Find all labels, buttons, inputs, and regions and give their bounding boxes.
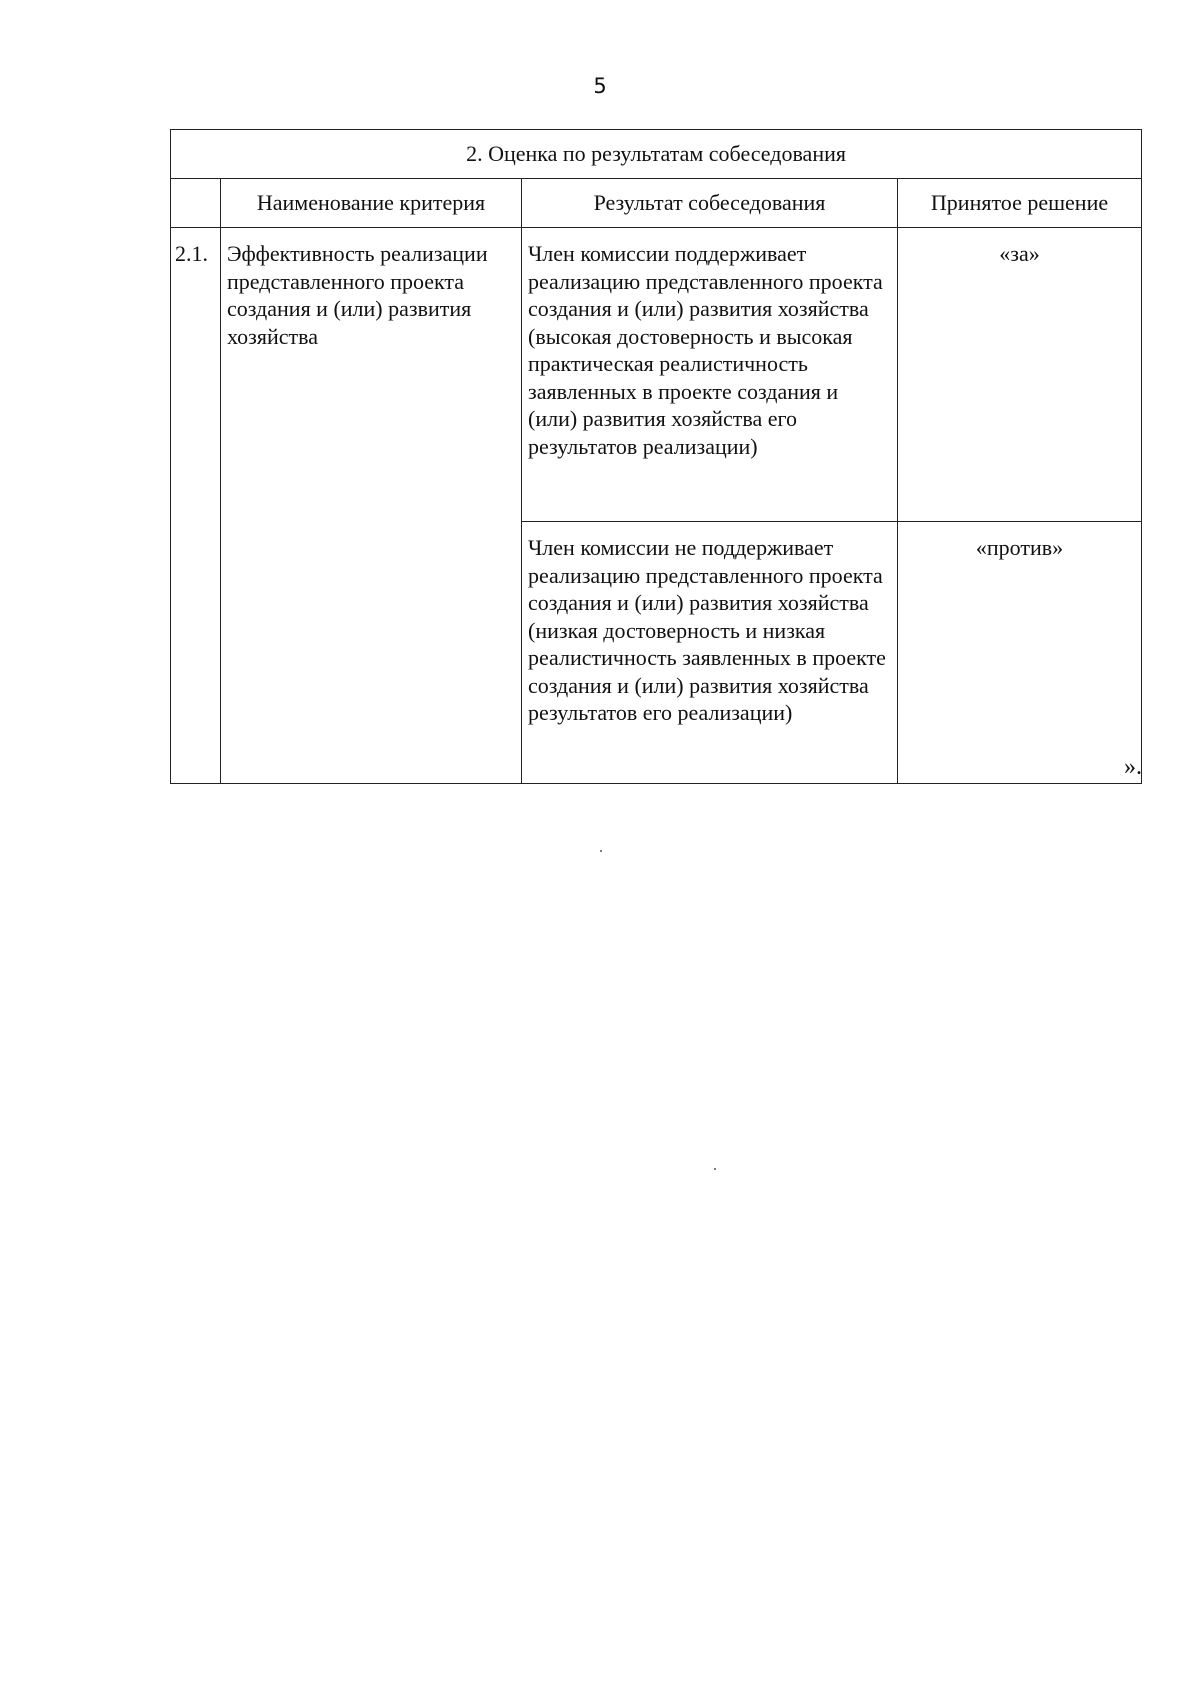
header-criterion: Наименование критерия [221,179,522,228]
decision-for: «за» [898,228,1142,522]
result-supported: Член комиссии поддерживает реализацию представленного проекта создания и (или) развития хозяйства (высокая достоверность и высокая практическая реалистичность заявленных в проекте создания и (или) развития хозяйства его результатов реализации) [522,228,898,522]
decision-against: «против» [898,522,1142,784]
result-not-supported: Член комиссии не поддерживает реализацию представленного проекта создания и (или) развития хозяйства (низкая достоверность и низкая реалистичность заявленных в проекте создания и (или) развития хозяйства результатов его реализации) [522,522,898,784]
row-number: 2.1. [171,228,221,784]
criterion-name: Эффективность реализации представленного проекта создания и (или) развития хозяйства [221,228,522,784]
section-title: 2. Оценка по результатам собеседования [171,130,1142,179]
scan-speck [600,850,602,852]
header-result: Результат собеседования [522,179,898,228]
header-num [171,179,221,228]
page-number: 5 [593,74,607,98]
evaluation-table [170,129,1142,784]
section-title-row [171,130,1142,179]
table-row [171,228,1142,522]
scan-speck [714,1168,716,1170]
header-row [171,179,1142,228]
header-decision: Принятое решение [898,179,1142,228]
closing-quote-mark: ». [1124,754,1142,780]
